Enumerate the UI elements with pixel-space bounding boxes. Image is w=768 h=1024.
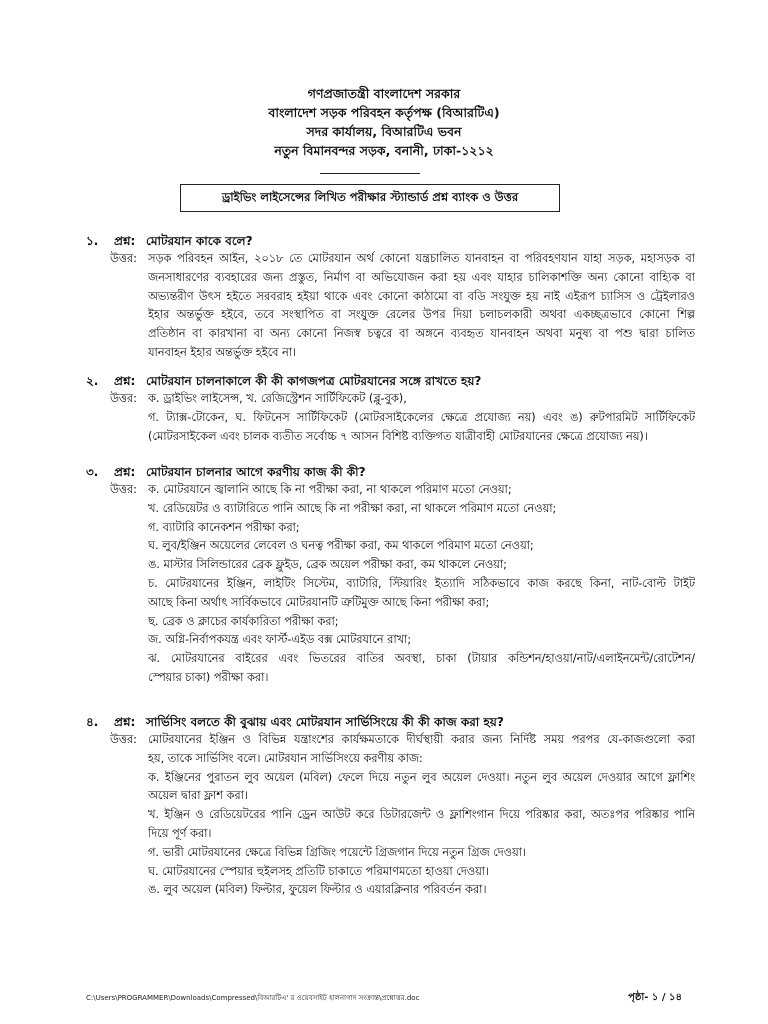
answer-line: ছ. ব্রেক ও ক্লাচের কার্যকারিতা পরীক্ষা করা; xyxy=(148,614,339,628)
question-text: মোটরযান চালনাকালে কী কী কাগজপত্র মোটরযানের সঙ্গে রাখতে হয়? xyxy=(146,374,482,388)
header-authority: বাংলাদেশ সড়ক পরিবহন কর্তৃপক্ষ (বিআরটিএ) xyxy=(268,105,500,120)
answer-line: জনসাধারণের ব্যবহারের জন্য প্রস্তুত, নির্মাণ বা অভিযোজন করা হয় এবং যাহার চালিকাশক্তি অন্য কোনো বাহ্যিক বা xyxy=(148,270,695,284)
answer-line: অয়েল দ্বারা ফ্লাশ করা। xyxy=(148,789,248,803)
answer-line: যানবাহন ইহার অন্তর্ভুক্ত হইবে না। xyxy=(148,345,297,359)
answer-line: খ. রেডিয়েটর ও ব্যাটারিতে পানি আছে কি না পরীক্ষা করা, না থাকলে পরিমাণ মতো নেওয়া; xyxy=(148,501,557,515)
question-label: প্রশ্ন: xyxy=(114,715,136,729)
answer-line: চ. মোটরযানের ইঞ্জিন, লাইটিং সিস্টেম, ব্যাটারি, স্টিয়ারিং ইত্যাদি সঠিকভাবে কাজ করছে কিনা, নাট-বোল্ট টাইট xyxy=(148,576,695,590)
answer-line: ক. ড্রাইভিং লাইসেন্স, খ. রেজিস্ট্রেশন সার্টিফিকেট (ব্লু-বুক), xyxy=(148,392,407,405)
answer-line: মোটরযানের ইঞ্জিন ও বিভিন্ন যন্ত্রাংশের কার্যক্ষমতাকে দীর্ঘস্থায়ী করার জন্য নির্দিষ্ট সময় পরপর যে-কাজগুলো করা xyxy=(148,733,695,746)
question-label: প্রশ্ন: xyxy=(114,374,136,388)
answer-line: (মোটরসাইকেল এবং চালক ব্যতীত সর্বোচ্চ ৭ আসন বিশিষ্ট ব্যক্তিগত যাত্রীবাহী মোটরযানের ক্ষেত্রে প্রযোজ্য নয়)। xyxy=(148,429,648,443)
question-number: ২. xyxy=(86,374,99,388)
question-text: সার্ভিসিং বলতে কী বুঝায় এবং মোটরযান সার্ভিসিংয়ে কী কী কাজ করা হয়? xyxy=(146,715,504,729)
answer-label: উত্তর: xyxy=(110,252,137,265)
answer-line: ঙ. মাস্টার সিলিন্ডারের ব্রেক ফ্লুইড, ব্রেক অয়েল পরীক্ষা করা, কম থাকলে নেওয়া; xyxy=(148,558,507,572)
question-number: ১. xyxy=(86,234,99,248)
answer-line: ইহার অন্তর্ভুক্ত হইবে, তবে সংস্থাপিত বা সংযুক্ত রেলের উপর দিয়া চলাচলকারী অথবা একচ্ছত্রভাবে কোনো শিল্প xyxy=(148,308,695,322)
answer-line: হয়, তাকে সার্ভিসিং বলে। মোটরযান সার্ভিসিংয়ে করণীয় কাজ: xyxy=(148,751,423,765)
header-address: নতুন বিমানবন্দর সড়ক, বনানী, ঢাকা-১২১২ xyxy=(274,143,494,158)
answer-line: ক. মোটরযানে জ্বালানি আছে কি না পরীক্ষা করা, না থাকলে পরিমাণ মতো নেওয়া; xyxy=(148,483,512,496)
document-header xyxy=(0,84,768,160)
answer-block xyxy=(110,250,695,363)
answer-block xyxy=(110,731,695,900)
answer-label: উত্তর: xyxy=(110,483,137,496)
answer-line: খ. ইঞ্জিন ও রেডিয়েটরের পানি ড্রেন আউট করে ডিটারজেন্ট ও ফ্লাশিংগান দিয়ে পরিষ্কার করা, অতঃপর পরিষ্কার পানি xyxy=(148,808,695,822)
question-heading xyxy=(86,463,366,481)
answer-line: ঘ. মোটরযানের স্পেয়ার হুইলসহ প্রতিটি চাকাতে পরিমাণমতো হাওয়া দেওয়া। xyxy=(148,864,490,878)
answer-line: দিয়ে পূর্ণ করা। xyxy=(148,826,212,840)
question-number: ৪. xyxy=(86,715,99,729)
answer-line: গ. ভারী মোটরযানের ক্ষেত্রে বিভিন্ন গ্রিজিং পয়েন্টে গ্রিজগান দিয়ে নতুন গ্রিজ দেওয়া। xyxy=(148,845,526,859)
answer-line: ঝ. মোটরযানের বাইরের এবং ভিতরের বাতির অবস্থা, চাকা (টায়ার কন্ডিশন/হাওয়া/নাট/এলাইনমেন্ট/রোটেশন/ xyxy=(148,652,695,666)
question-label: প্রশ্ন: xyxy=(114,234,136,248)
answer-block xyxy=(110,481,695,688)
answer-line: জ. অগ্নি-নির্বাপকযন্ত্র এবং ফার্স্ট-এইড বক্স মোটরযানে রাখা; xyxy=(148,633,412,647)
answer-line: প্রতিষ্ঠান বা কারখানা বা অন্য কোনো নিজস্ব চত্বরে বা অঙ্গনে ব্যবহৃত যানবাহন অথবা মনুষ্য বা পশু দ্বারা চালিত xyxy=(148,327,695,341)
header-divider xyxy=(320,173,420,174)
answer-line: গ. ট্যাক্স-টোকেন, ঘ. ফিটনেস সার্টিফিকেট (মোটরসাইকেলের ক্ষেত্রে প্রযোজ্য নয়) এবং ঙ) রুটপারমিট সার্টিফিকেট xyxy=(148,410,695,424)
answer-line: ঘ. লুব/ইঞ্জিন অয়েলের লেবেল ও ঘনত্ব পরীক্ষা করা, কম থাকলে পরিমাণ মতো নেওয়া; xyxy=(148,539,534,553)
answer-label: উত্তর: xyxy=(110,392,137,405)
header-office: সদর কার্যালয়, বিআরটিএ ভবন xyxy=(306,124,462,139)
answer-block xyxy=(110,390,695,446)
question-text: মোটরযান চালনার আগে করণীয় কাজ কী কী? xyxy=(146,465,366,479)
answer-line: গ. ব্যাটারি কানেকশন পরীক্ষা করা; xyxy=(148,520,300,534)
answer-line: অভ্যন্তরীণ উৎস হইতে সরবরাহ হইয়া থাকে এবং কোনো কাঠামো বা বডি সংযুক্ত হয় নাই এইরূপ চ্যাসিস ও ট্রেইলারও xyxy=(148,289,695,303)
answer-line: আছে কিনা অর্থাৎ সার্বিকভাবে মোটরযানটি ত্রুটিমুক্ত আছে কিনা পরীক্ষা করা; xyxy=(148,595,490,609)
footer-file-path: C:\Users\PROGRAMMER\Downloads\Compressed\বিআরটিএ' র ওয়েবসাইট হালনাগাদ সংক্রান্ত\প্রশ্নোত্তর.doc xyxy=(86,994,420,1002)
document-title: ড্রাইভিং লাইসেন্সের লিখিত পরীক্ষার স্ট্যান্ডার্ড প্রশ্ন ব্যাংক ও উত্তর xyxy=(180,184,560,212)
answer-line: ঙ. লুব অয়েল (মবিল) ফিল্টার, ফুয়েল ফিল্টার ও এয়ারক্লিনার পরিবর্তন করা। xyxy=(148,883,487,897)
question-number: ৩. xyxy=(86,465,99,479)
question-heading xyxy=(86,372,481,390)
question-label: প্রশ্ন: xyxy=(114,465,136,479)
header-government: গণপ্রজাতন্ত্রী বাংলাদেশ সরকার xyxy=(307,86,461,101)
question-heading xyxy=(86,713,504,731)
answer-line: সড়ক পরিবহন আইন, ২০১৮ তে মোটরযান অর্থ কোনো যন্ত্রচালিত যানবাহন বা পরিবহণযান যাহা সড়ক, মহাসড়ক বা xyxy=(148,252,695,265)
answer-line: ক. ইঞ্জিনের পুরাতন লুব অয়েল (মবিল) ফেলে দিয়ে নতুন লুব অয়েল দেওয়া। নতুন লুব অয়েল দেওয়ার আগে ফ্লাশিং xyxy=(148,770,695,784)
question-heading xyxy=(86,232,253,250)
answer-label: উত্তর: xyxy=(110,733,137,746)
question-text: মোটরযান কাকে বলে? xyxy=(146,234,253,248)
footer-page-number: পৃষ্ঠা- ১ / ১৪ xyxy=(628,992,682,1003)
answer-line: স্পেয়ার চাকা) পরীক্ষা করা। xyxy=(148,670,269,684)
